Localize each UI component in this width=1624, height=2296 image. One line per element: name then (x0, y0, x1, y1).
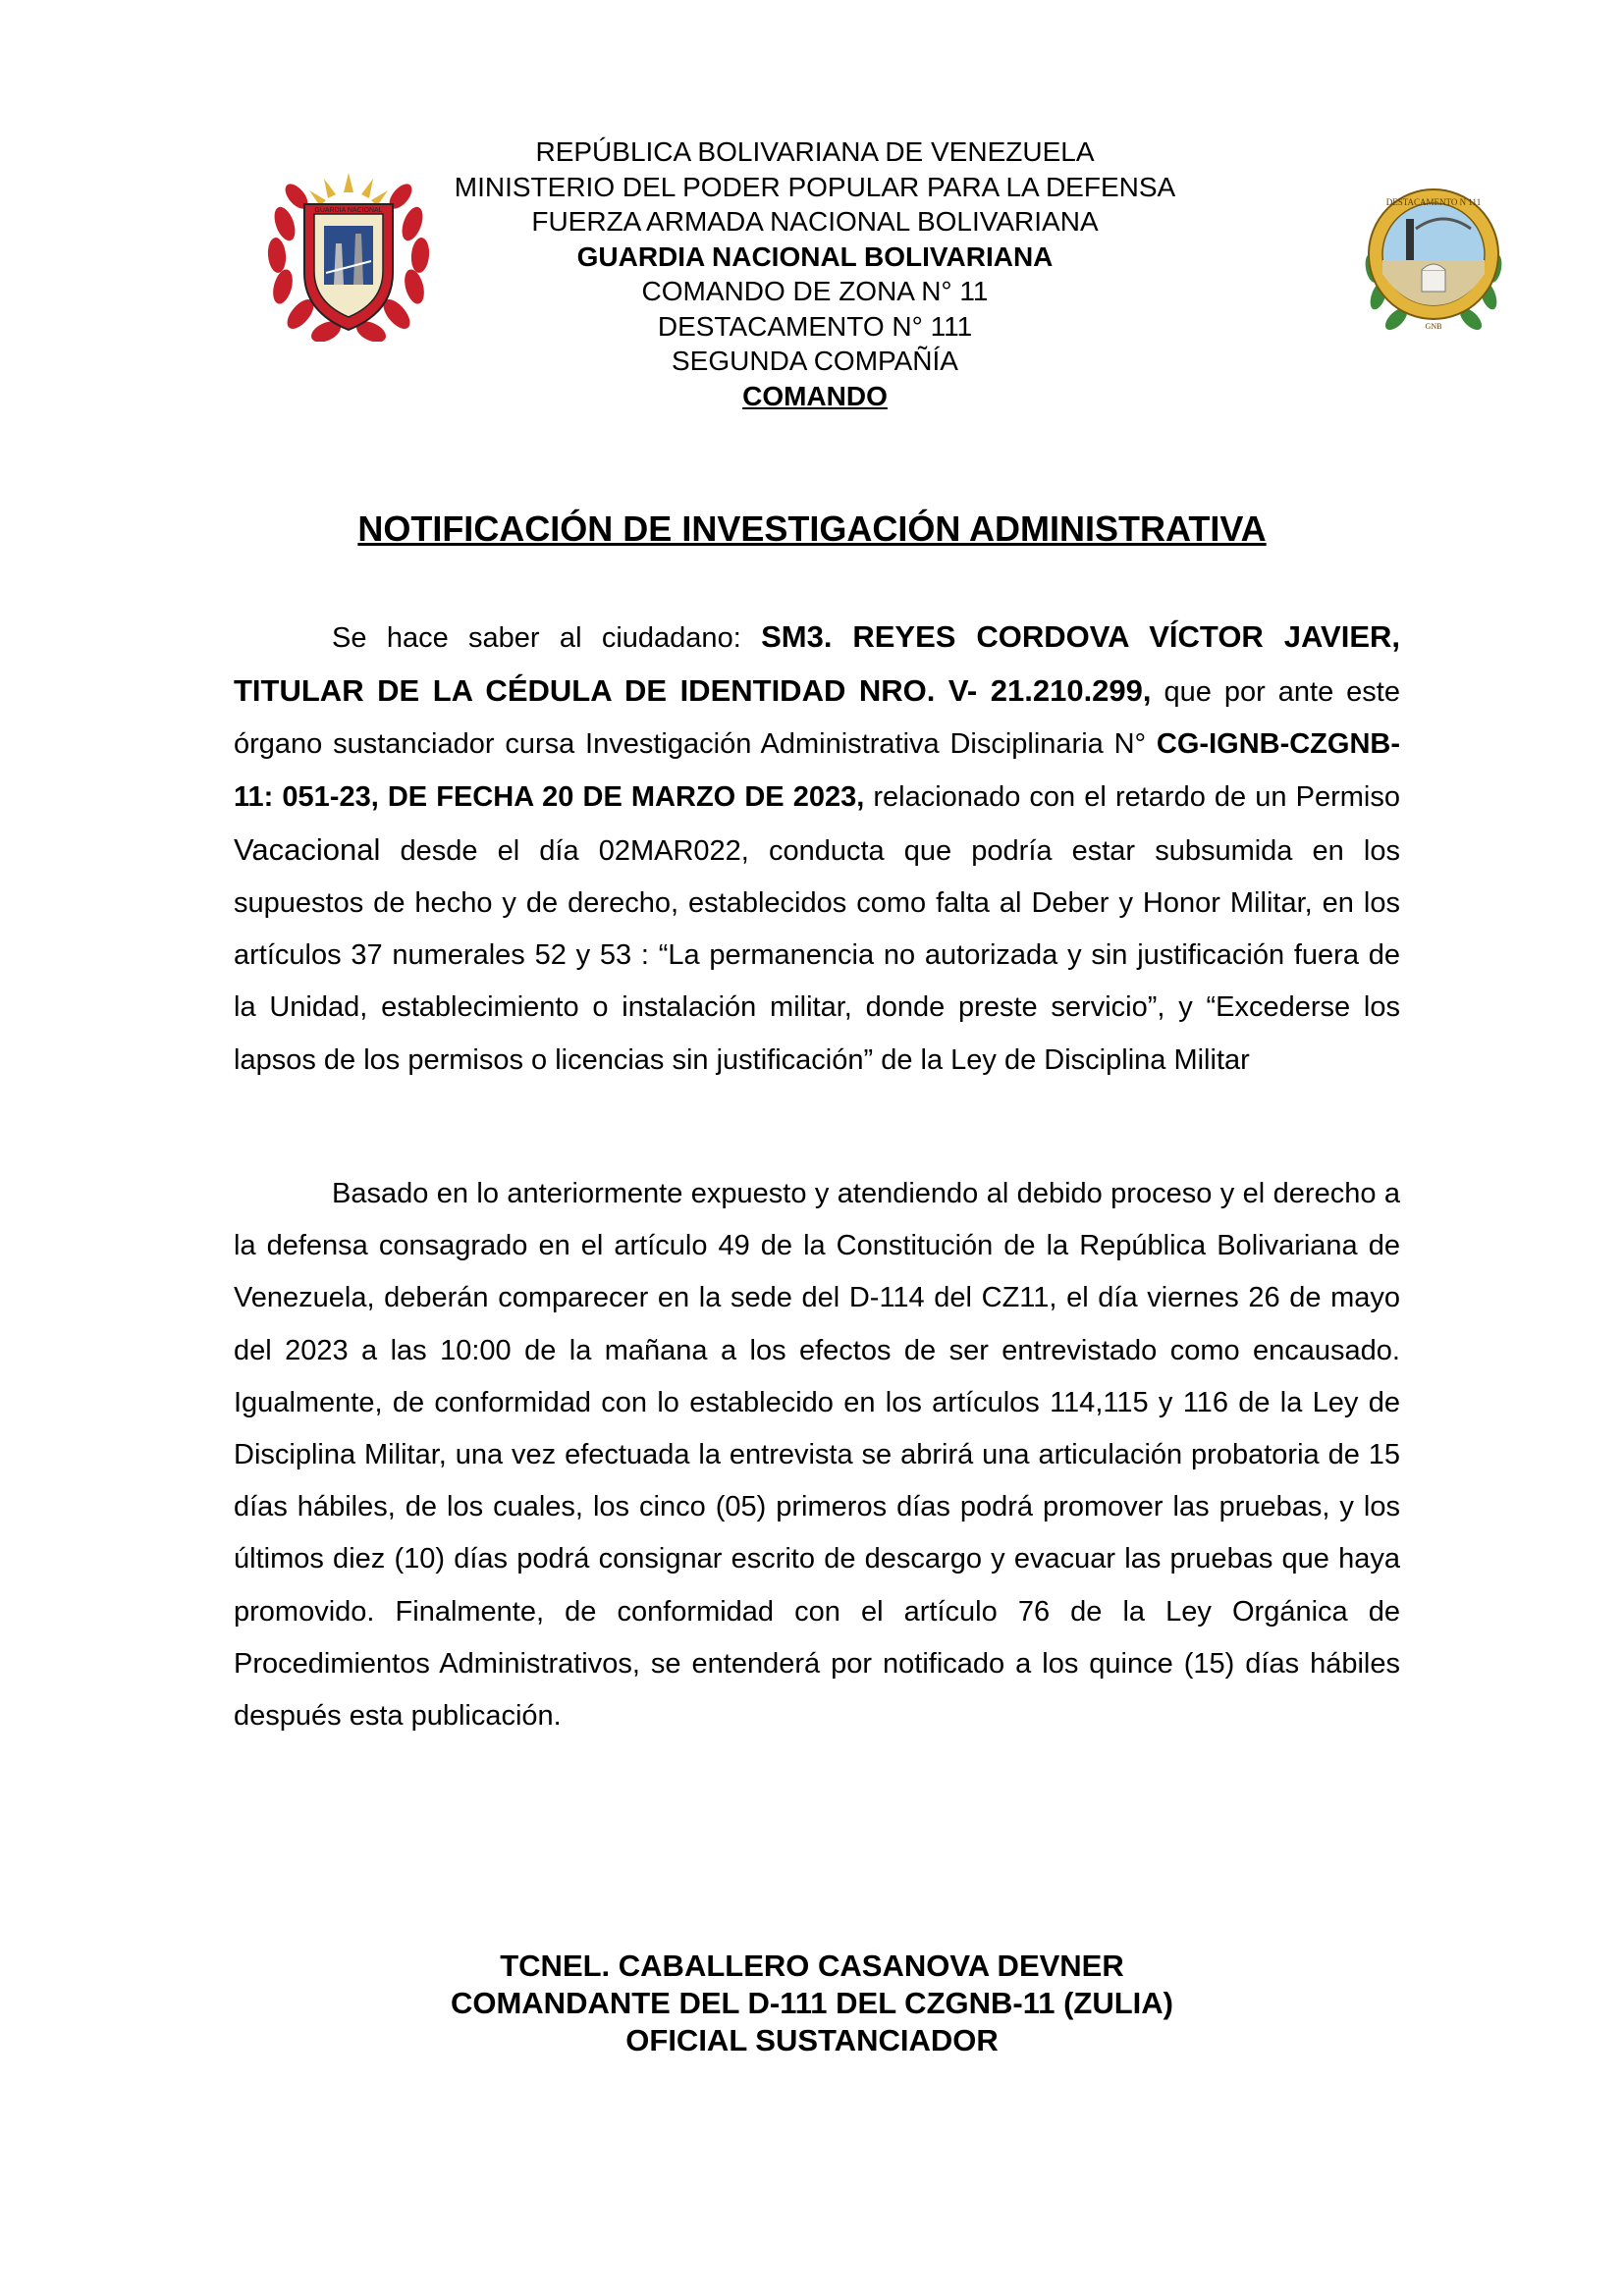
destacamento-emblem (1355, 180, 1512, 342)
signature-position: COMANDANTE DEL D-111 DEL CZGNB-11 (ZULIA) (450, 1986, 1174, 2020)
notification-paragraph (234, 611, 1400, 1087)
p1-citizen-identity: SM3. REYES CORDOVA VÍCTOR JAVIER, TITULAR DE LA CÉDULA DE IDENTIDAD NRO. V- 21.210.299, (234, 619, 1401, 709)
header-line-fanb: FUERZA ARMADA NACIONAL BOLIVARIANA (531, 206, 1099, 237)
emblem-left-label: GUARDIA NACIONAL (314, 207, 383, 214)
header-line-ministry: MINISTERIO DEL PODER POPULAR PARA LA DEFENSA (454, 171, 1176, 202)
header-line-republic: REPÚBLICA BOLIVARIANA DE VENEZUELA (535, 136, 1095, 167)
emblem-right-bottom-label: GNB (1425, 322, 1442, 331)
summons-paragraph: Basado en lo anteriormente expuesto y atendiendo al debido proceso y el derecho a la defensa consagrado en el artículo 49 de la Constitución de la República Bolivariana de Venezuela, deberán comparecer en la sede del D-114 del CZ11, el día viernes 26 de mayo del 2023 a las 10:00 de la mañana a los efectos de ser entrevistado como encausado. Igualmente, de conformidad con lo establecido en los artículos 114,115 y 116 de la Ley de Disciplina Militar, una vez efectuada la entrevista se abrirá una articulación probatoria de 15 días hábiles, de los cuales, los cinco (05) primeros días podrá promover las pruebas, y los últimos diez (10) días podrá consignar escrito de descargo y evacuar las pruebas que haya promovido. Finalmente, de conformidad con el artículo 76 de la Ley Orgánica de Procedimientos Administrativos, se entenderá por notificado a los quince (15) días hábiles después esta publicación. (234, 1178, 1400, 1733)
signature-role: OFICIAL SUSTANCIADOR (625, 2023, 999, 2057)
p1-text-2: que por ante este órgano sustanciador cursa Investigación Administrativa Disciplinaria N° (234, 676, 1400, 761)
header-line-comando: COMANDO (742, 380, 888, 411)
document-title: NOTIFICACIÓN DE INVESTIGACIÓN ADMINISTRATIVA (357, 508, 1267, 549)
p1-case-number: CG-IGNB-CZGNB-11: 051-23, DE FECHA 20 DE MARZO DE 2023, (234, 728, 1400, 813)
signature-block (295, 1948, 1329, 2059)
p1-vacacional: Vacacional (234, 831, 381, 867)
header-line-compania: SEGUNDA COMPAÑÍA (672, 346, 958, 376)
p1-text-3: relacionado con el retardo de un Permiso (864, 780, 1400, 813)
emblem-right-label: DESTACAMENTO N 111 (1385, 197, 1482, 207)
header-line-destacamento: DESTACAMENTO N° 111 (657, 310, 973, 342)
letterhead (373, 134, 1257, 413)
header-line-gnb: GUARDIA NACIONAL BOLIVARIANA (576, 240, 1054, 272)
p1-intro: Se hace saber al ciudadano: (332, 622, 762, 654)
signature-name: TCNEL. CABALLERO CASANOVA DEVNER (500, 1949, 1124, 1983)
header-line-zona: COMANDO DE ZONA N° 11 (641, 276, 989, 306)
p1-text-5: desde el día 02MAR022, conducta que podría estar subsumida en los supuestos de hecho y de derecho, establecidos como falta al Deber y Honor Militar, en los artículos 37 numerales 52 y 53 : “La permanencia no autorizada y sin justificación fuera de la Unidad, establecimiento o instalación militar, donde preste servicio”, y “Excederse los lapsos de los permisos o licencias sin justificación” de la Ley de Disciplina Militar (234, 834, 1400, 1076)
